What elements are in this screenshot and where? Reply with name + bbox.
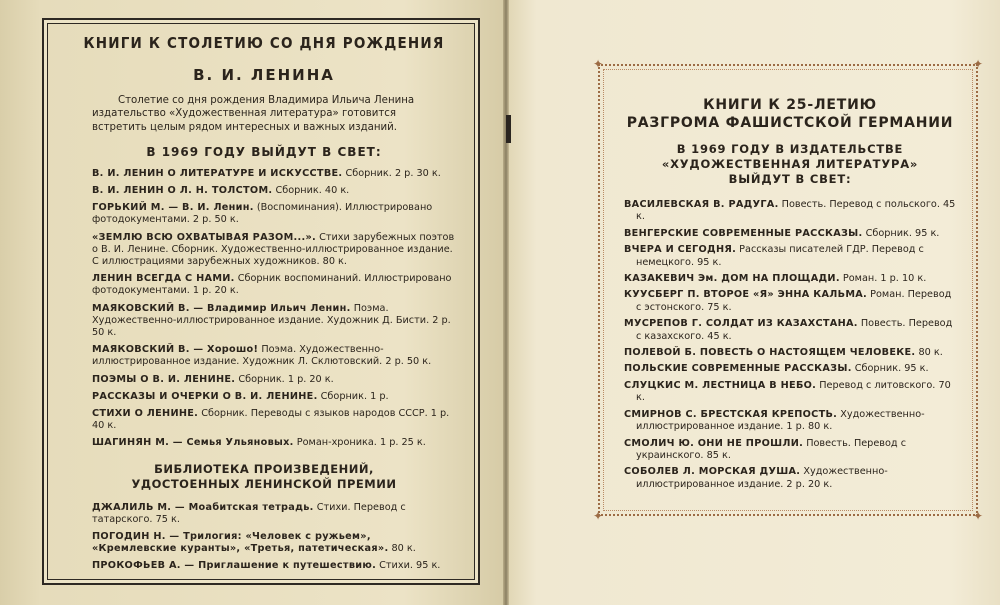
list-item: ПОЛЬСКИЕ СОВРЕМЕННЫЕ РАССКАЗЫ. Сборник. 95 к.: [624, 363, 929, 375]
list-item: МАЯКОВСКИЙ В. — Хорошо! Поэма. Художественно-иллюстрированное издание. Художник Л. Склютовский. 2 р. 50 к.: [92, 344, 432, 368]
list-item: МУСРЕПОВ Г. СОЛДАТ ИЗ КАЗАХСТАНА. Повесть. Перевод с казахского. 45 к.: [624, 318, 953, 342]
library-entries: [72, 502, 456, 573]
left-heading: В 1969 ГОДУ ВЫЙДУТ В СВЕТ:: [146, 145, 382, 160]
left-title: КНИГИ К СТОЛЕТИЮ СО ДНЯ РОЖДЕНИЯ: [83, 34, 445, 52]
list-item: РАССКАЗЫ И ОЧЕРКИ О В. И. ЛЕНИНЕ. Сборник. 1 р.: [92, 390, 389, 402]
list-item: В. И. ЛЕНИН О ЛИТЕРАТУРЕ И ИСКУССТВЕ. Сборник. 2 р. 30 к.: [92, 167, 441, 179]
right-frame: [593, 57, 983, 523]
left-subtitle: В. И. ЛЕНИНА: [193, 66, 335, 84]
library-heading: БИБЛИОТЕКА ПРОИЗВЕДЕНИЙ, УДОСТОЕННЫХ ЛЕНИНСКОЙ ПРЕМИИ: [131, 461, 397, 491]
list-item: СОБОЛЕВ Л. МОРСКАЯ ДУША. Художественно-иллюстрированное издание. 2 р. 20 к.: [624, 466, 888, 490]
list-item: КУУСБЕРГ П. ВТОРОЕ «Я» ЭННА КАЛЬМА. Роман. Перевод с эстонского. 75 к.: [624, 289, 952, 313]
right-subtitle: В 1969 ГОДУ В ИЗДАТЕЛЬСТВЕ «ХУДОЖЕСТВЕННАЯ ЛИТЕРАТУРА» ВЫЙДУТ В СВЕТ:: [661, 142, 919, 186]
list-item: ПОЛЕВОЙ Б. ПОВЕСТЬ О НАСТОЯЩЕМ ЧЕЛОВЕКЕ. 80 к.: [624, 347, 943, 359]
list-item: «ЗЕМЛЮ ВСЮ ОХВАТЫВАЯ РАЗОМ...». Стихи зарубежных поэтов о В. И. Ленине. Сборник. Художественно-иллюстрированное издание. С иллюстрациями зарубежных художников. 80 к.: [92, 231, 455, 268]
corner-star-icon: ✦: [593, 57, 604, 71]
list-item: СТИХИ О ЛЕНИНЕ. Сборник. Переводы с языков народов СССР. 1 р. 40 к.: [92, 408, 450, 432]
spine-marker: [506, 115, 511, 143]
list-item: В. И. ЛЕНИН О Л. Н. ТОЛСТОМ. Сборник. 40 к.: [92, 185, 350, 197]
list-item: ПОГОДИН Н. — Трилогия: «Человек с ружьем», «Кремлевские куранты», «Третья, патетическая». 80 к.: [92, 531, 416, 555]
list-item: СМИРНОВ С. БРЕСТСКАЯ КРЕПОСТЬ. Художественно-иллюстрированное издание. 1 р. 80 к.: [624, 408, 925, 433]
list-item: ПОЭМЫ О В. И. ЛЕНИНЕ. Сборник. 1 р. 20 к.: [92, 373, 334, 385]
list-item: ВЕНГЕРСКИЕ СОВРЕМЕННЫЕ РАССКАЗЫ. Сборник. 95 к.: [624, 227, 940, 239]
corner-star-icon: ✦: [972, 509, 983, 523]
corner-star-icon: ✦: [972, 57, 983, 71]
list-item: ПРОКОФЬЕВ А. — Приглашение к путешествию. Стихи. 95 к.: [92, 560, 441, 572]
list-item: МАЯКОВСКИЙ В. — Владимир Ильич Ленин. Поэма. Художественно-иллюстрированное издание. Художник Д. Бисти. 2 р. 50 к.: [92, 302, 451, 339]
list-item: ВЧЕРА И СЕГОДНЯ. Рассказы писателей ГДР. Перевод с немецкого. 95 к.: [624, 244, 924, 268]
book-spine: [503, 0, 509, 605]
right-entries: [624, 199, 956, 491]
list-item: ЛЕНИН ВСЕГДА С НАМИ. Сборник воспоминаний. Иллюстрировано фотодокументами. 1 р. 20 к.: [92, 273, 452, 297]
left-entries: [72, 168, 456, 450]
left-frame: [42, 18, 480, 585]
left-intro: Столетие со дня рождения Владимира Ильича Ленина издательство «Художественная литература» готовится встретить целым рядом интересных и важных изданий.: [92, 95, 415, 133]
list-item: ВАСИЛЕВСКАЯ В. РАДУГА. Повесть. Перевод с польского. 45 к.: [624, 199, 956, 223]
list-item: СЛУЦКИС М. ЛЕСТНИЦА В НЕБО. Перевод с литовского. 70 к.: [624, 379, 951, 404]
list-item: ШАГИНЯН М. — Семья Ульяновых. Роман-хроника. 1 р. 25 к.: [92, 437, 426, 449]
list-item: ГОРЬКИЙ М. — В. И. Ленин. (Воспоминания). Иллюстрировано фотодокументами. 2 р. 50 к.: [92, 202, 433, 226]
corner-star-icon: ✦: [593, 509, 604, 523]
list-item: СМОЛИЧ Ю. ОНИ НЕ ПРОШЛИ. Повесть. Перевод с украинского. 85 к.: [624, 437, 907, 461]
list-item: ДЖАЛИЛЬ М. — Моабитская тетрадь. Стихи. Перевод с татарского. 75 к.: [92, 501, 406, 525]
list-item: КАЗАКЕВИЧ Эм. ДОМ НА ПЛОЩАДИ. Роман. 1 р. 10 к.: [624, 273, 927, 285]
right-title: КНИГИ К 25-ЛЕТИЮ РАЗГРОМА ФАШИСТСКОЙ ГЕРМАНИИ: [626, 97, 954, 131]
